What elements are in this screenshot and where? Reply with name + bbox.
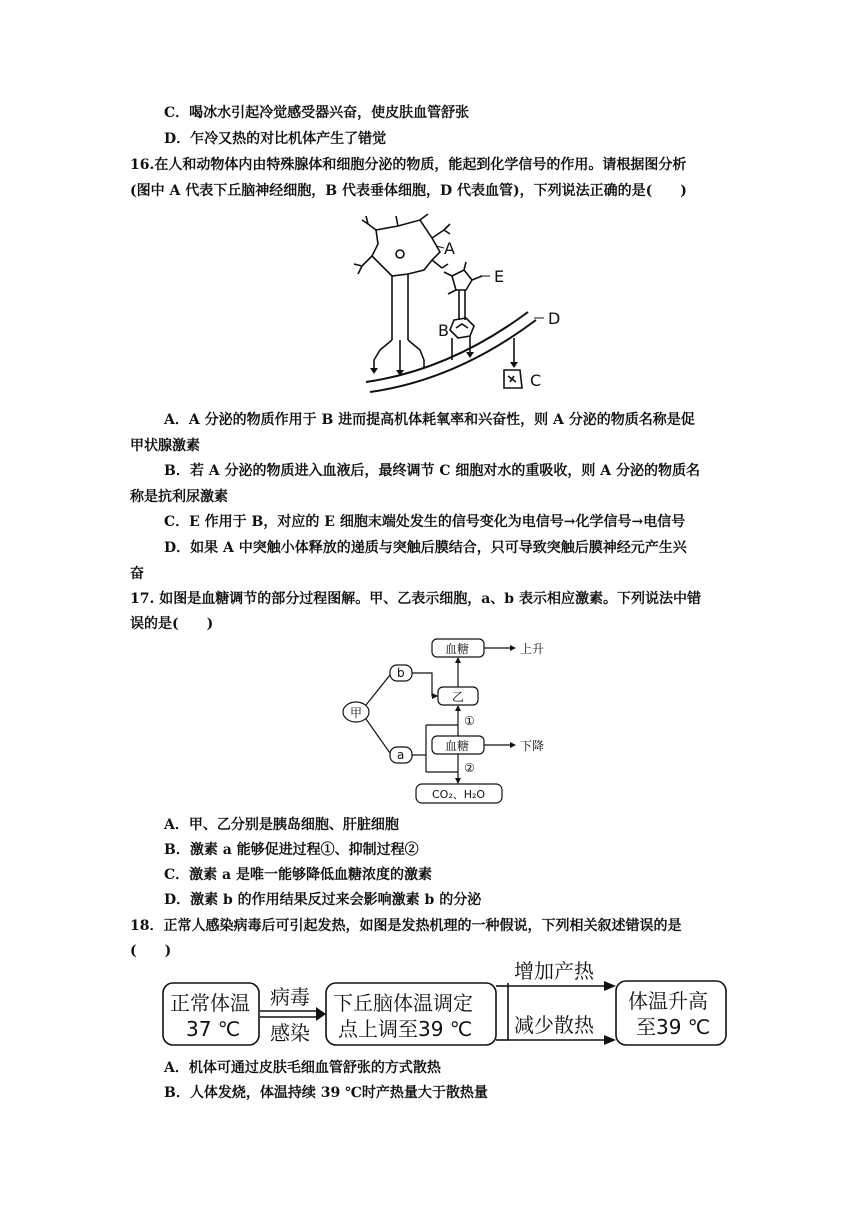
q16-stem-line2: (图中 A 代表下丘脑神经细胞，B 代表垂体细胞，D 代表血管)，下列说法正确的是( ) <box>130 183 687 199</box>
q17-label-up: 上升 <box>520 642 545 656</box>
q16-label-a: A <box>444 239 455 258</box>
q18-fever-diagram <box>158 960 733 1050</box>
q18-box2-line1: 下丘脑体温调定 <box>333 991 473 1015</box>
q16-label-d: D <box>548 309 561 328</box>
q16-stem-line1: 16.在人和动物体内由特殊腺体和细胞分泌的物质，能起到化学信号的作用。请根据图分析 <box>130 157 687 173</box>
q18-heat-up: 增加产热 <box>514 959 594 983</box>
q16-label-e: E <box>494 267 505 286</box>
q15-option-c: C．喝冰水引起冷觉感受器兴奋，使皮肤血管舒张 <box>164 105 470 121</box>
q16-label-c: C <box>530 371 542 390</box>
q17-stem-line2: 误的是( ) <box>130 616 214 632</box>
q17-label-down: 下降 <box>520 739 545 753</box>
q18-box3-line1: 体温升高 <box>628 989 708 1013</box>
q16-option-d-line1: D．如果 A 中突触小体释放的递质与突触后膜结合，只可导致突触后膜神经元产生兴 <box>164 540 687 556</box>
q18-box3-line2: 至39 ℃ <box>636 1015 711 1039</box>
q18-heat-down: 减少散热 <box>514 1013 594 1037</box>
q17-glucose-diagram <box>340 635 600 805</box>
q17-step-2: ② <box>464 761 475 775</box>
q17-label-jia: 甲 <box>350 706 363 720</box>
q18-virus-line1: 病毒 <box>270 985 310 1009</box>
q18-stem-line1: 18．正常人感染病毒后可引起发热，如图是发热机理的一种假说，下列相关叙述错误的是 <box>130 918 682 934</box>
q17-step-1: ① <box>464 714 475 728</box>
q18-box2-line2: 点上调至39 ℃ <box>338 1017 473 1041</box>
q17-stem-line1: 17. 如图是血糖调节的部分过程图解。甲、乙表示细胞，a、b 表示相应激素。下列说法中错 <box>130 591 701 607</box>
q15-option-d: D．乍冷又热的对比机体产生了错觉 <box>164 131 387 147</box>
q17-label-b: b <box>397 666 405 680</box>
q16-option-b-line2: 称是抗利尿激素 <box>130 489 228 505</box>
q17-glucose-top: 血糖 <box>445 642 470 656</box>
q17-option-b: B．激素 a 能够促进过程①、抑制过程② <box>164 842 419 858</box>
q18-virus-line2: 感染 <box>270 1021 310 1045</box>
q17-glucose-mid: 血糖 <box>445 739 470 753</box>
q16-neuron-figure <box>340 210 570 392</box>
q16-option-c: C．E 作用于 B，对应的 E 细胞末端处发生的信号变化为电信号→化学信号→电信号 <box>164 514 686 530</box>
q17-option-d: D．激素 b 的作用结果反过来会影响激素 b 的分泌 <box>164 892 482 908</box>
q18-option-a: A．机体可通过皮肤毛细血管舒张的方式散热 <box>164 1060 441 1076</box>
q18-box1-line1: 正常体温 <box>170 991 250 1015</box>
q17-label-yi: 乙 <box>452 690 465 704</box>
q16-option-d-line2: 奋 <box>130 566 144 582</box>
q18-stem-line2: ( ) <box>130 943 172 959</box>
q18-option-b: B．人体发烧，体温持续 39 ℃时产热量大于散热量 <box>164 1085 488 1101</box>
q18-box1-line2: 37 ℃ <box>186 1017 241 1041</box>
q16-option-a-line2: 甲状腺激素 <box>130 438 200 454</box>
q17-products: CO₂、H₂O <box>432 788 486 801</box>
q17-label-a: a <box>397 748 405 762</box>
q17-option-c: C．激素 a 是唯一能够降低血糖浓度的激素 <box>164 867 432 883</box>
q16-option-a-line1: A．A 分泌的物质作用于 B 进而提高机体耗氧率和兴奋性，则 A 分泌的物质名称是促 <box>164 412 695 428</box>
q16-label-b: B <box>438 321 449 340</box>
q17-option-a: A．甲、乙分别是胰岛细胞、肝脏细胞 <box>164 817 399 833</box>
q16-option-b-line1: B．若 A 分泌的物质进入血液后，最终调节 C 细胞对水的重吸收，则 A 分泌的物质名 <box>164 463 700 479</box>
